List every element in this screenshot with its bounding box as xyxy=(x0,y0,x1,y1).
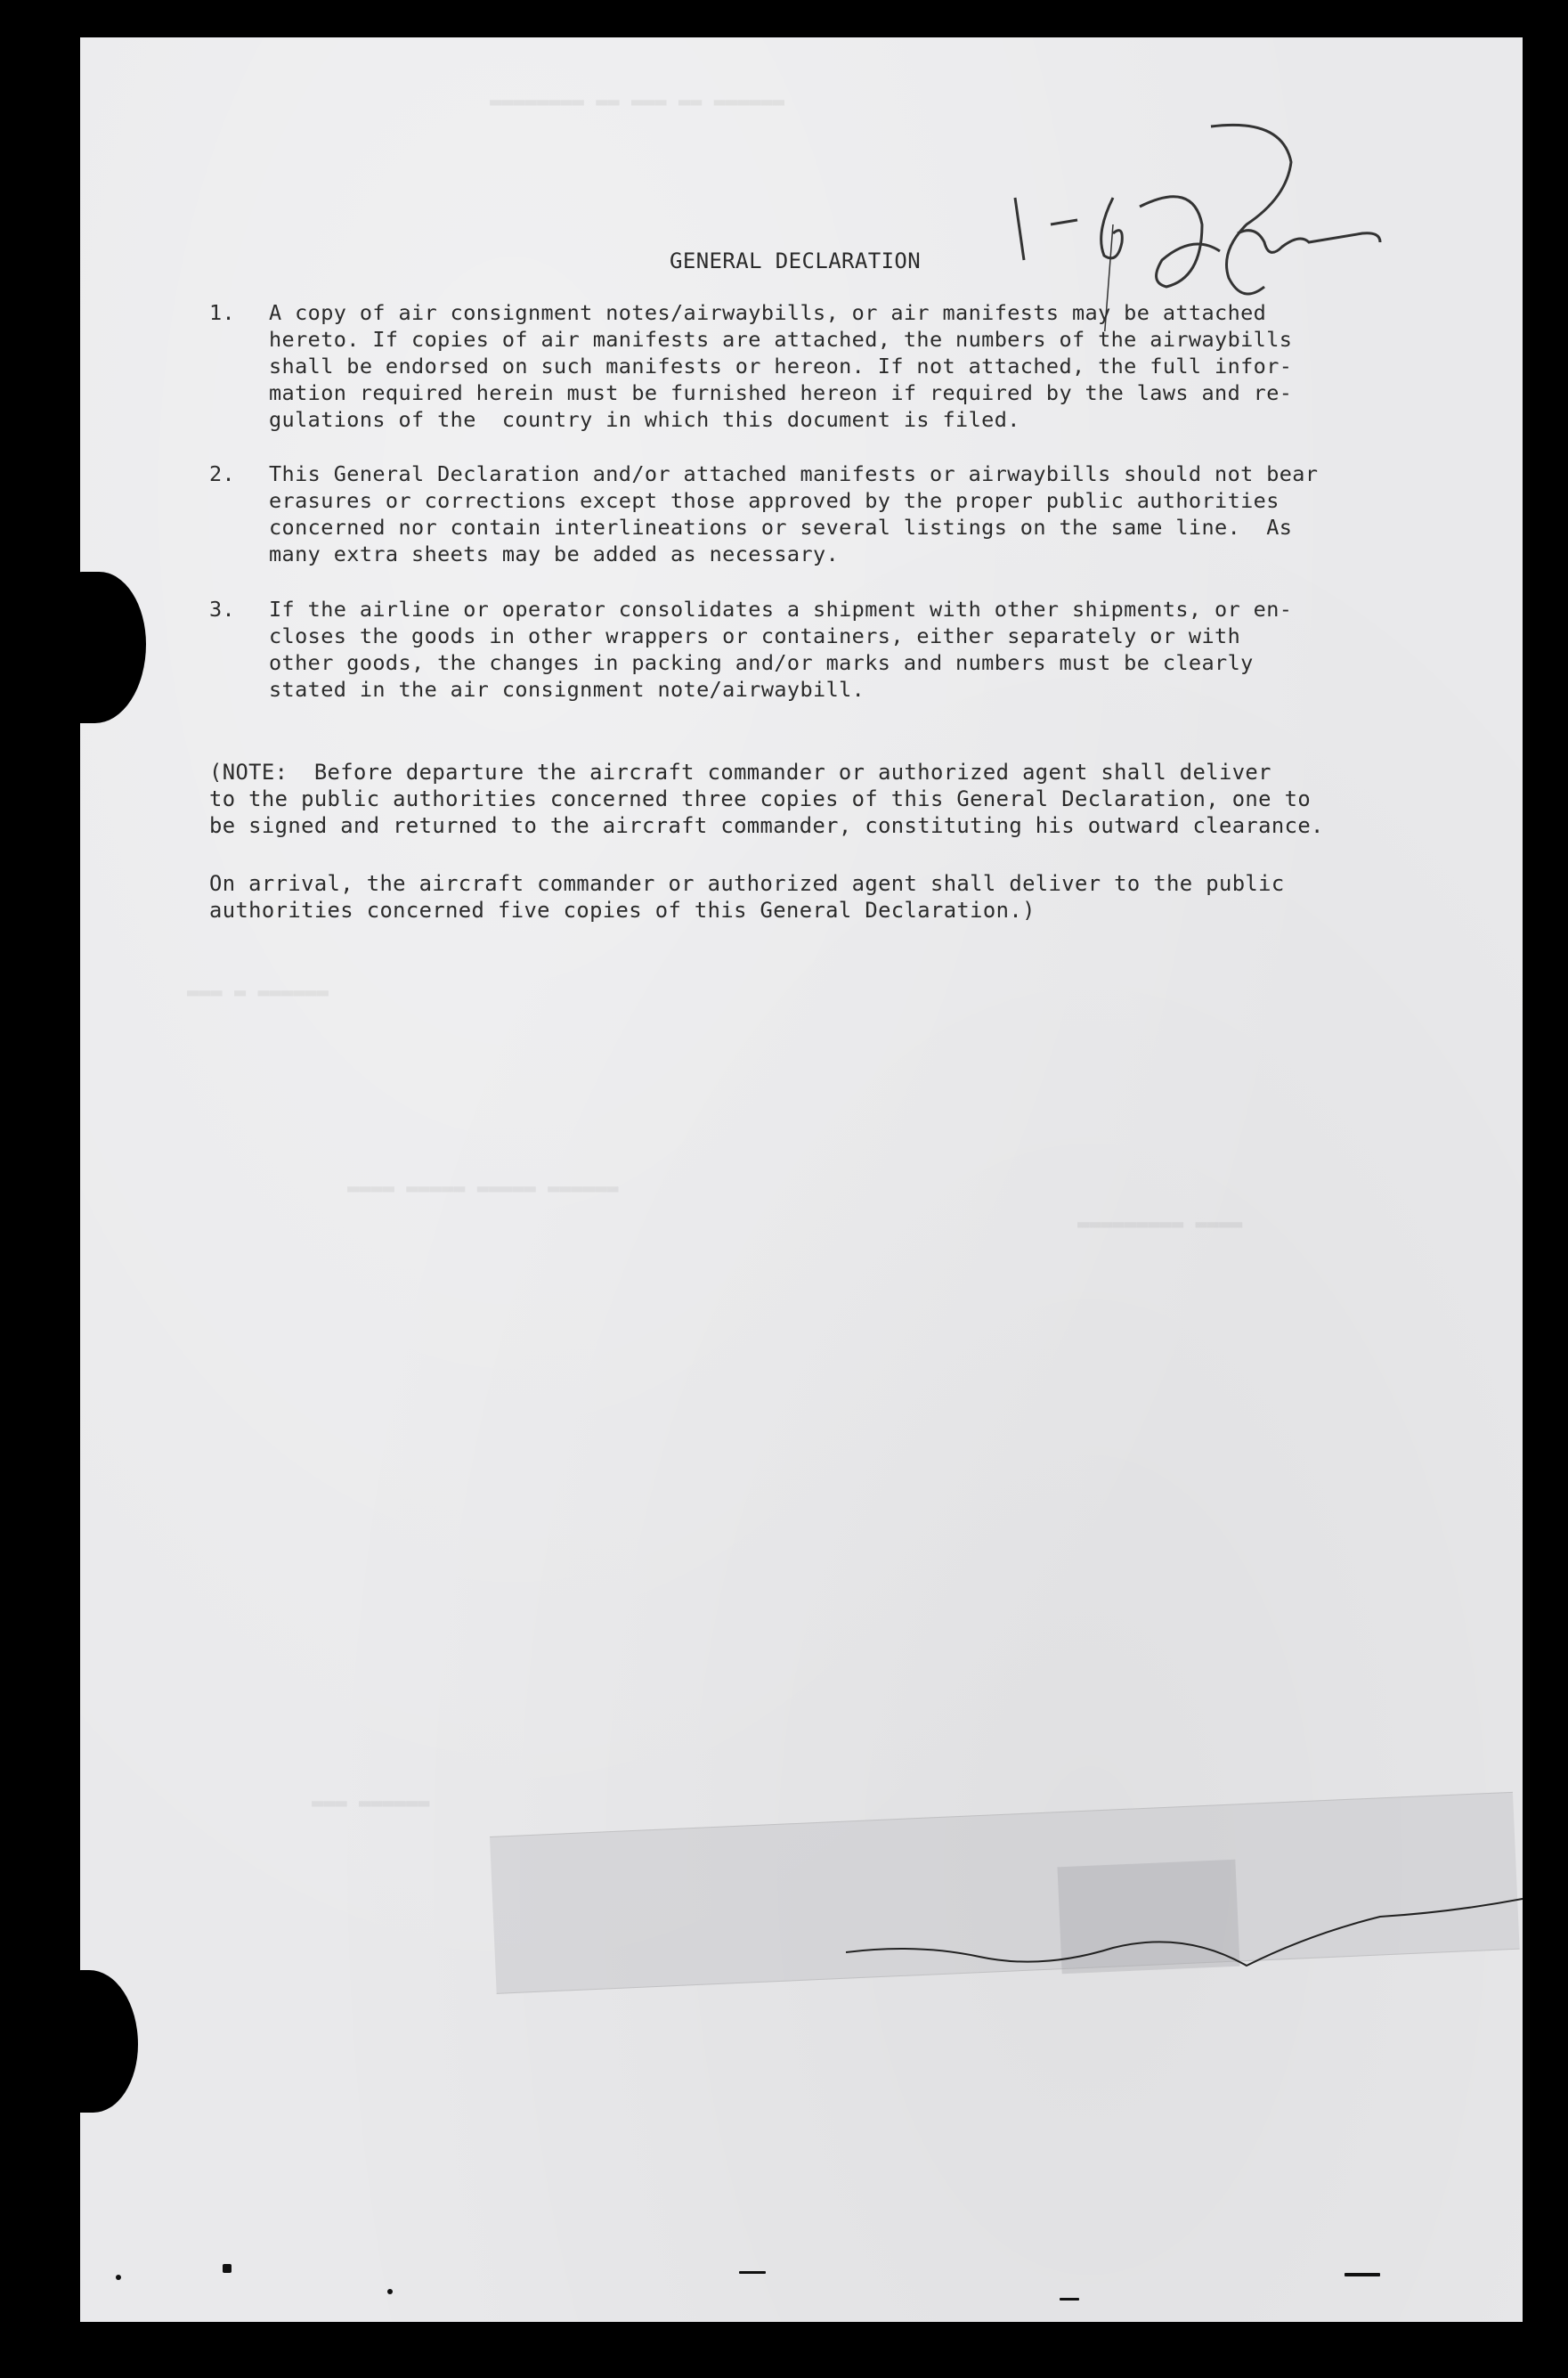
item-paragraph xyxy=(269,460,1318,567)
paragraph-line: This General Declaration and/or attached manifests or airwaybills should not bear xyxy=(269,461,1319,486)
paragraph-line: stated in the air consignment note/airwaybill. xyxy=(269,677,865,702)
speck xyxy=(387,2289,393,2294)
bleed-through-text: ▬▬▬▬ ▬▬▬▬▬ ▬▬▬▬▬ ▬▬▬▬▬▬ xyxy=(347,1177,619,1200)
paragraph-line: many extra sheets may be added as necessary. xyxy=(269,542,840,566)
paragraph-line: shall be endorsed on such manifests or hereon. If not attached, the full infor- xyxy=(269,354,1293,379)
paragraph-line: erasures or corrections except those approved by the proper public authorities xyxy=(269,488,1280,513)
paragraph-line: A copy of air consignment notes/airwaybills, or air manifests may be attached xyxy=(269,300,1267,325)
bleed-through-text: ▬▬▬▬▬▬▬▬ ▬▬ ▬▬▬ ▬▬ ▬▬▬▬▬▬ xyxy=(490,91,785,113)
paragraph-line: be signed and returned to the aircraft commander, constituting his outward clearance. xyxy=(209,813,1324,838)
item-number: 1. xyxy=(209,300,236,325)
speck xyxy=(1060,2298,1079,2301)
paragraph-line: (NOTE: Before departure the aircraft commander or authorized agent shall deliver xyxy=(209,760,1271,785)
item-paragraph xyxy=(269,596,1292,703)
bleed-through-text: ▬▬▬ ▬ ▬▬▬▬▬▬ xyxy=(187,981,329,1004)
paragraph-line: If the airline or operator consolidates a shipment with other shipments, or en- xyxy=(269,597,1293,622)
arrival-paragraph xyxy=(209,870,1285,924)
bleed-through-text: ▬▬▬▬▬▬▬▬▬ ▬▬▬▬ xyxy=(1077,1213,1243,1235)
torn-edge xyxy=(48,572,146,723)
paragraph-line: to the public authorities concerned three copies of this General Declaration, one to xyxy=(209,786,1312,811)
paragraph-line: On arrival, the aircraft commander or authorized agent shall deliver to the public xyxy=(209,871,1285,896)
paragraph-line: gulations of the country in which this document is filed. xyxy=(269,407,1020,432)
paragraph-line: mation required herein must be furnished hereon if required by the laws and re- xyxy=(269,380,1293,405)
paragraph-line: other goods, the changes in packing and/or marks and numbers must be clearly xyxy=(269,650,1254,675)
document-page xyxy=(80,37,1523,2322)
paragraph-line: authorities concerned five copies of this General Declaration.) xyxy=(209,898,1036,923)
item-number: 2. xyxy=(209,461,236,486)
speck xyxy=(223,2264,232,2273)
torn-edge xyxy=(45,1970,138,2113)
paragraph-line: concerned nor contain interlineations or several listings on the same line. As xyxy=(269,515,1293,540)
document-title: GENERAL DECLARATION xyxy=(670,248,922,273)
paragraph-line: hereto. If copies of air manifests are attached, the numbers of the airwaybills xyxy=(269,327,1293,352)
speck xyxy=(116,2275,121,2280)
paragraph-line: closes the goods in other wrappers or containers, either separately or with xyxy=(269,623,1241,648)
item-number: 3. xyxy=(209,597,236,622)
handwriting-scribble-icon xyxy=(935,100,1434,331)
note-paragraph xyxy=(209,759,1324,839)
item-paragraph xyxy=(269,299,1292,433)
speck xyxy=(739,2271,766,2274)
bleed-through-text: ▬▬▬ ▬▬▬▬▬▬ xyxy=(312,1792,430,1814)
tear-line-icon xyxy=(846,1881,1523,1988)
speck xyxy=(1345,2273,1380,2276)
